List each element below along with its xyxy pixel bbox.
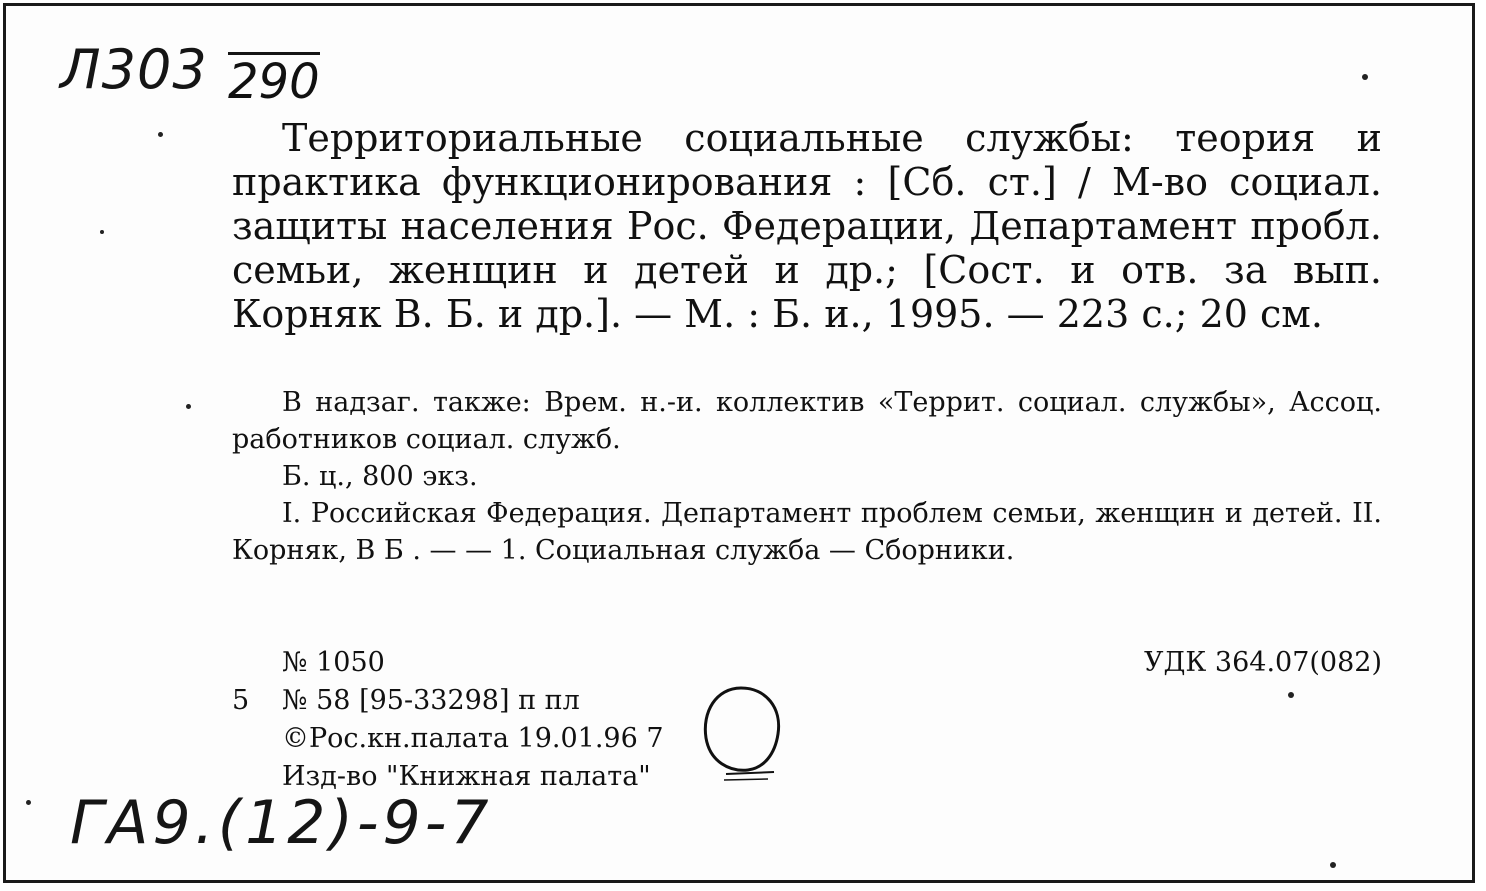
speck — [100, 230, 104, 234]
tracings: I. Российская Федерация. Департамент проблем семьи, женщин и детей. II. Корняк, В Б . — — 1. Социальная служба — Сборники. — [232, 498, 1382, 566]
speck — [1362, 74, 1368, 80]
footer-line-3: Изд-во "Книжная палата" — [282, 761, 651, 792]
footer-row-1 — [232, 682, 664, 720]
footer-imprint — [232, 644, 664, 796]
note-title: В надзаг. также: Врем. н.-и. коллектив «Террит. социал. службы», Ассоц. работников социал. служб. — [232, 387, 1382, 455]
shelf-mark: Л303 — [60, 38, 208, 101]
footer-line-2: ©Рос.кн.палата 19.01.96 7 — [282, 723, 664, 754]
footer-num: 5 — [232, 685, 250, 716]
speck — [158, 132, 163, 137]
main-entry-text: Территориальные социальные службы: теория и практика функционирования : [Сб. ст.] / М-во социал. защиты населения Рос. Федерации, Департамент пробл. семьи, женщин и детей и др.; [Сост. и отв. за вып. Корняк В. Б. и др.]. — М. : Б. и., 1995. — 223 с.; 20 см. — [232, 116, 1382, 336]
card-number-row — [232, 644, 664, 682]
speck — [1288, 692, 1294, 698]
main-entry — [232, 116, 1382, 336]
speck — [26, 800, 31, 805]
shelf-mark-sub: 290 — [228, 54, 320, 110]
speck — [186, 404, 191, 409]
note-price: Б. ц., 800 экз. — [282, 461, 478, 492]
udk-code: УДК 364.07(082) — [1143, 647, 1382, 678]
footer-line-1: № 58 [95-33298] п пл — [282, 685, 580, 716]
card-number: № 1050 — [282, 647, 385, 678]
circle-stamp-icon — [696, 682, 786, 782]
notes-block — [232, 384, 1382, 569]
class-mark: ГА9.(12)-9-7 — [70, 788, 493, 858]
speck — [1330, 862, 1336, 868]
footer-row-2 — [232, 720, 664, 758]
